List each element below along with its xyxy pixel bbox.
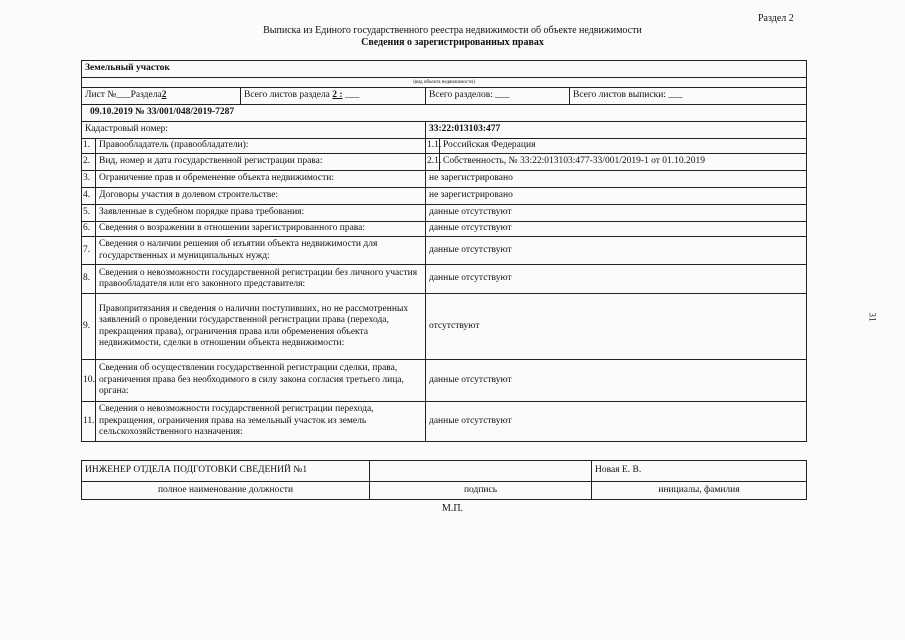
caption-signature: подпись xyxy=(370,482,592,500)
table-row: 10. Сведения об осуществлении государственной регистрации сделки, права, ограничения права без необходимого в силу закона согласия третьего лица, органа: данные отсутствуют xyxy=(82,360,807,402)
row-label: Заявленные в судебном порядке права требования: xyxy=(96,205,426,222)
table-row: 4. Договоры участия в долевом строительстве: не зарегистрировано xyxy=(82,188,807,205)
row-value: данные отсутствуют xyxy=(426,265,807,294)
table-row: 1. Правообладатель (правообладатели): 1.1. Российская Федерация xyxy=(82,139,807,154)
sheets-in-section-value: 2 : xyxy=(332,90,343,101)
total-sections: Всего разделов: ___ xyxy=(426,88,570,105)
caption-name: инициалы, фамилия xyxy=(592,482,807,500)
document-title xyxy=(0,25,905,49)
row-value: не зарегистрировано xyxy=(426,171,807,188)
signature-field xyxy=(370,461,592,482)
row-label: Сведения о наличии решения об изъятии объекта недвижимости для государственных и муниципальных нужд: xyxy=(96,237,426,265)
row-label: Ограничение прав и обременение объекта недвижимости: xyxy=(96,171,426,188)
sheets-in-section: Всего листов раздела 2 : ___ xyxy=(241,88,426,105)
section-number: 2 xyxy=(161,90,167,101)
row-value: данные отсутствуют xyxy=(426,222,807,237)
table-row: 3. Ограничение прав и обременение объекта недвижимости: не зарегистрировано xyxy=(82,171,807,188)
signature-table xyxy=(81,460,807,500)
caption-position: полное наименование должности xyxy=(82,482,370,500)
document-title-line1: Выписка из Единого государственного реестра недвижимости об объекте недвижимости xyxy=(263,25,642,36)
table-row: 6. Сведения о возражении в отношении зарегистрированного права: данные отсутствуют xyxy=(82,222,807,237)
row-value: Собственность, № 33:22:013103:477-33/001/2019-1 от 01.10.2019 xyxy=(440,154,807,171)
table-row: 7. Сведения о наличии решения об изъятии объекта недвижимости для государственных и муниципальных нужд: данные отсутствуют xyxy=(82,237,807,265)
row-label: Сведения об осуществлении государственной регистрации сделки, права, ограничения права без необходимого в силу закона согласия третьего лица, органа: xyxy=(96,360,426,402)
row-label: Сведения о невозможности государственной регистрации перехода, прекращения, ограничения права на земельный участок из земель сельскохозяйственного назначения: xyxy=(96,402,426,442)
sheet-info-row xyxy=(82,88,807,105)
cadastral-number: 33:22:013103:477 xyxy=(426,122,807,139)
table-row: 9. Правопритязания и сведения о наличии поступивших, но не рассмотренных заявлений о проведении государственной регистрации права (перехода, прекращения права), ограничения права или обременения объекта недвижимости, сделки в отношении объекта недвижимости: отсутствуют xyxy=(82,294,807,360)
row-label: Правообладатель (правообладатели): xyxy=(96,139,426,154)
margin-page-number: 31 xyxy=(867,312,878,322)
row-value: не зарегистрировано xyxy=(426,188,807,205)
row-value: данные отсутствуют xyxy=(426,360,807,402)
row-label: Сведения о возражении в отношении зарегистрированного права: xyxy=(96,222,426,237)
row-value: Российская Федерация xyxy=(440,139,807,154)
object-type-caption: (вид объекта недвижимости) xyxy=(82,78,807,88)
row-label: Договоры участия в долевом строительстве: xyxy=(96,188,426,205)
row-value: данные отсутствуют xyxy=(426,205,807,222)
cadastral-label: Кадастровый номер: xyxy=(82,122,426,139)
section-label: Раздел 2 xyxy=(758,13,794,24)
table-row: 5. Заявленные в судебном порядке права требования: данные отсутствуют xyxy=(82,205,807,222)
row-label: Сведения о невозможности государственной регистрации без личного участия правообладателя или его законного представителя: xyxy=(96,265,426,294)
document-title-line2: Сведения о зарегистрированных правах xyxy=(361,37,544,48)
row-value: данные отсутствуют xyxy=(426,402,807,442)
row-value: отсутствуют xyxy=(426,294,807,360)
row-label: Правопритязания и сведения о наличии поступивших, но не рассмотренных заявлений о проведении государственной регистрации права (перехода, прекращения права), ограничения права или обременения объекта недвижимости, сделки в отношении объекта недвижимости: xyxy=(96,294,426,360)
total-sheets: Всего листов выписки: ___ xyxy=(570,88,807,105)
row-value: данные отсутствуют xyxy=(426,237,807,265)
object-type: Земельный участок xyxy=(82,61,807,78)
table-row: 8. Сведения о невозможности государственной регистрации без личного участия правообладателя или его законного представителя: данные отсутствуют xyxy=(82,265,807,294)
table-row: 2. Вид, номер и дата государственной регистрации права: 2.1. Собственность, № 33:22:013103:477-33/001/2019-1 от 01.10.2019 xyxy=(82,154,807,171)
sheet-number: Лист №___Раздела2 xyxy=(82,88,241,105)
stamp-place: М.П. xyxy=(441,503,464,514)
row-label: Вид, номер и дата государственной регистрации права: xyxy=(96,154,426,171)
signer-name: Новая Е. В. xyxy=(592,461,807,482)
signer-position: ИНЖЕНЕР ОТДЕЛА ПОДГОТОВКИ СВЕДЕНИЙ №1 xyxy=(82,461,370,482)
cadastral-row xyxy=(82,122,807,139)
record-id: 09.10.2019 № 33/001/048/2019-7287 xyxy=(82,105,807,122)
rights-table xyxy=(81,60,807,442)
table-row: 11. Сведения о невозможности государственной регистрации перехода, прекращения, ограничения права на земельный участок из земель сельскохозяйственного назначения: данные отсутствуют xyxy=(82,402,807,442)
